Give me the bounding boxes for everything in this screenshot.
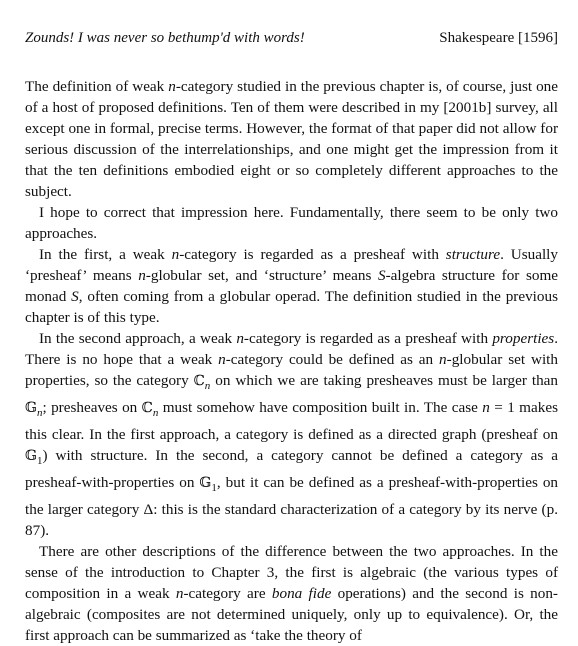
math-symbol: n [175, 585, 184, 603]
blackboard-symbol: 𝔾 [25, 400, 37, 417]
emphasis: bona fide [271, 585, 332, 603]
paragraph: There are other descriptions of the difference between the two approaches. In the sense of the introduction to Chapter 3, the first is algebraic (the various types of composition in a weak n-category are bona fide operations) and the second is non-algebraic (composites are not determined uniquely, only up to equivalence). Or, the first approach can be summarized as ‘take the theory of [25, 543, 558, 645]
math-symbol: n [482, 399, 490, 417]
math-symbol: n [171, 246, 180, 263]
subscript: 1 [36, 455, 43, 468]
epigraph-quote: Zounds! I was never so bethump'd with words! [25, 30, 305, 46]
paragraph: I hope to correct that impression here. Fundamentally, there seem to be only two approaches. [25, 204, 558, 242]
math-symbol: n [439, 351, 447, 368]
math-symbol: S [71, 288, 79, 305]
blackboard-symbol: 𝔾 [25, 448, 37, 465]
emphasis: structure [445, 246, 501, 263]
blackboard-symbol: 𝔾 [199, 475, 212, 492]
epigraph-attribution: Shakespeare [1596] [439, 30, 558, 46]
body-text [25, 76, 558, 646]
math-symbol: n [138, 267, 146, 284]
paragraph: The definition of weak n-category studied in the previous chapter is, of course, just one of a host of proposed definitions. Ten of them were described in my [2001b] survey, all except one in formal, precise terms. However, the format of that paper did not allow for serious discussion of the interrelationships, and one might get the impression from it that the ten definitions embodied eight or so completely different approaches to the subject. [25, 78, 559, 200]
paragraph: In the first, a weak n-category is regarded as a presheaf with structure. Usually ‘presheaf’ means n-globular set, and ‘structure’ means S-algebra structure for some monad S, often coming from a globular operad. The definition studied in the previous chapter is of this type. [25, 246, 558, 326]
subscript: 1 [211, 482, 217, 495]
blackboard-symbol: ℂ [193, 373, 205, 389]
subscript: n [152, 407, 159, 420]
math-symbol: S [377, 267, 386, 284]
epigraph [25, 30, 558, 52]
math-symbol: n [236, 330, 244, 347]
emphasis: properties [492, 330, 555, 347]
paragraph: In the second approach, a weak n-category is regarded as a presheaf with properties. There is no hope that a weak n-category could be defined as an n-globular set with properties, so the category ℂ$_n$ on which we are taking presheaves must be larger than 𝔾$_n$; presheaves on ℂ$_n$ must somehow have composition built in. The case n = 1 makes this clear. In the first approach, a category is defined as a directed graph (presheaf on 𝔾$_1$) with structure. In the second, a category cannot be defined a category as a presheaf-with-properties on 𝔾$_1$, but it can be defined as a presheaf-with-properties on the larger category Δ: this is the standard characterization of a category by its nerve (p. 87). [25, 330, 559, 540]
blackboard-symbol: ℂ [141, 400, 153, 417]
subscript: n [204, 380, 211, 393]
math-symbol: n [168, 78, 176, 95]
subscript: n [36, 407, 43, 420]
math-symbol: n [218, 351, 226, 368]
